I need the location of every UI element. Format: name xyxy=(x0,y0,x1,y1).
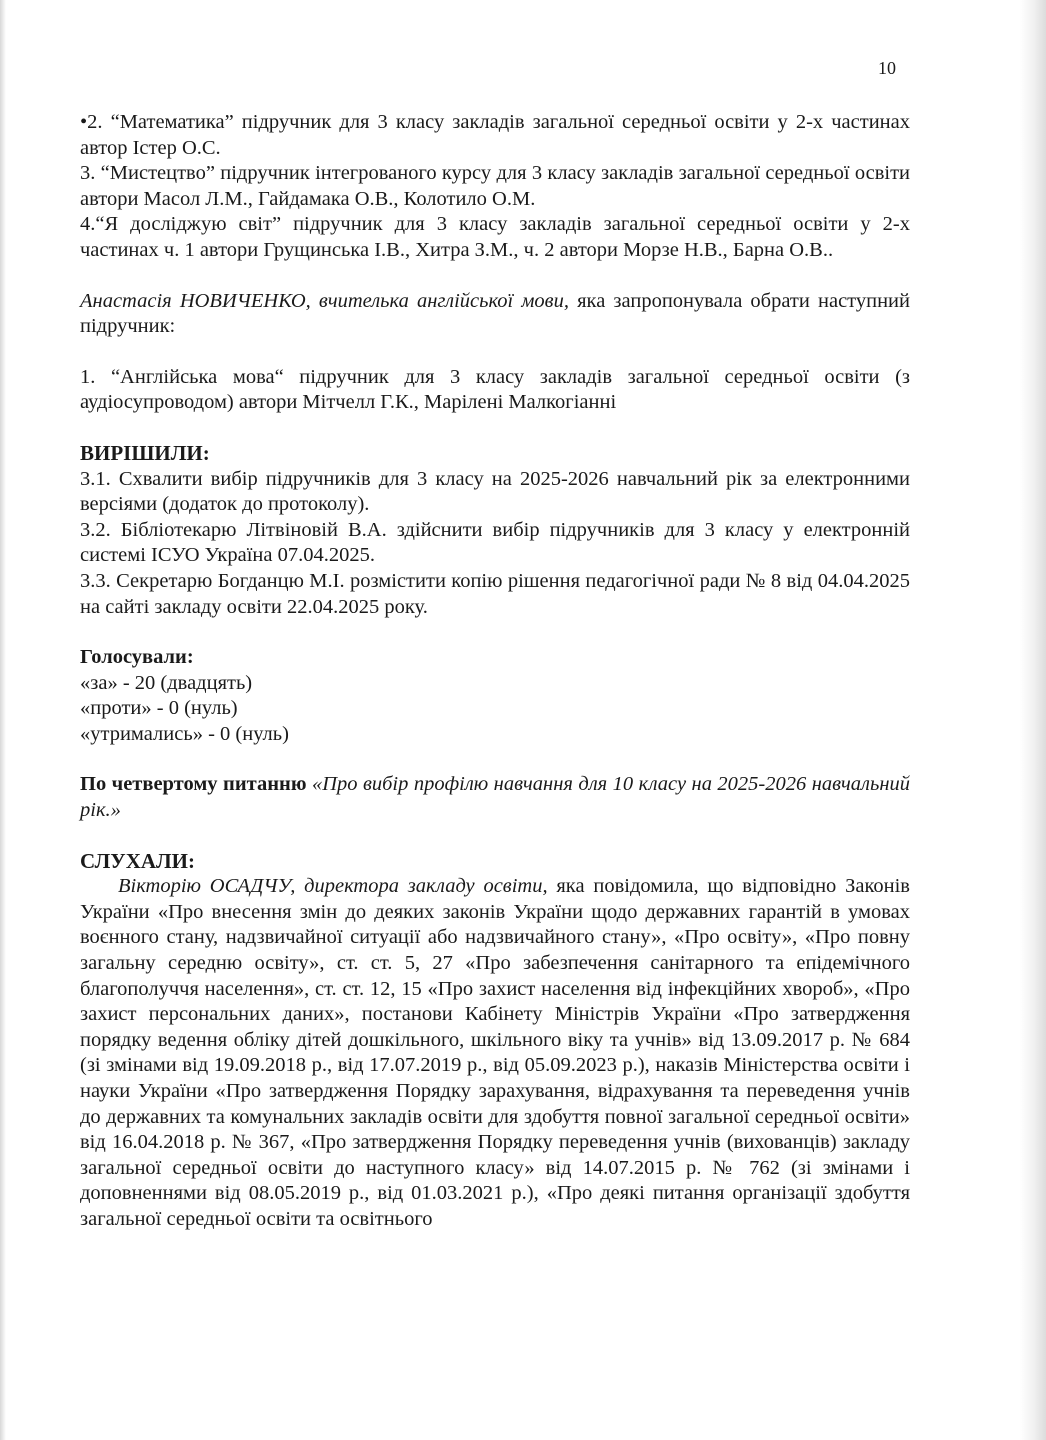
textbook-item-art: 3. “Мистецтво” підручник інтегрованого курсу для 3 класу закладів загальної середньої освіти автори Масол Л.М., Гайдамака О.В., Колотило О.М. xyxy=(80,162,910,210)
speaker-english-rest: яка запропонувала обрати наступний підручник: xyxy=(80,289,910,338)
resolved-item: 3.2. Бібліотекарю Літвіновій В.А. здійснити вибір підручників для 3 класу у електронній системі ІСУО Україна 07.04.2025. xyxy=(80,518,910,567)
speaker-english-name: Анастасія НОВИЧЕНКО, вчителька англійської мови, xyxy=(80,289,569,312)
listened-heading: СЛУХАЛИ: xyxy=(80,848,196,873)
vote-for: «за» - 20 (двадцять) xyxy=(80,671,253,694)
vote-against: «проти» - 0 (нуль) xyxy=(80,697,238,720)
scan-right-edge xyxy=(1020,0,1046,1440)
vote-abstained: «утримались» - 0 (нуль) xyxy=(80,722,289,745)
resolved-heading: ВИРІШИЛИ: xyxy=(80,440,210,465)
spacer xyxy=(80,747,910,772)
document-body xyxy=(80,110,910,1233)
spacer xyxy=(80,620,910,645)
listened-text: яка повідомила, що відповідно Законів України «Про внесення змін до деяких законів України щодо державних гарантій в умовах воєнного стану, надзвичайної ситуації або надзвичайного стану», «Про освіту», «Про повну загальну середню освіту», ст. ст. 5, 27 «Про забезпечення санітарного та епідемічного благополуччя населення», ст. ст. 12, 15 «Про захист населення від інфекційних хвороб», «Про захист персональних даних», постанови Кабінету Міністрів України «Про затвердження порядку ведення обліку дітей дошкільного, шкільного віку та учнів» від 13.09.2017 р. № 684 (зі змінами від 19.09.2018 р., від 17.07.2019 р., від 05.09.2023 р.), наказів Міністерства освіти і науки України «Про затвердження Порядку зарахування, відрахування та переведення учнів до державних та комунальних закладів освіти для здобуття повної загальної середньої освіти» від 16.04.2018 р. № 367, «Про затвердження Порядку переведення учнів (вихованців) закладу загальної середньої освіти до наступного класу» від 14.07.2015 р. № 762 (зі змінами і доповненнями від 08.05.2019 р., від 01.03.2021 р.), «Про деякі питання організації здобуття загальної середньої освіти та освітнього xyxy=(80,875,910,1230)
speaker-english-paragraph xyxy=(80,289,910,340)
fourth-question-label: По четвертому питанню xyxy=(80,773,307,796)
spacer xyxy=(80,340,910,365)
spacer xyxy=(80,416,910,441)
fourth-question xyxy=(80,772,910,823)
spacer xyxy=(80,824,910,849)
spacer xyxy=(80,264,910,289)
textbook-item-math: •2. “Математика” підручник для 3 класу закладів загальної середньої освіти у 2-х частинах автор Істер О.С. xyxy=(80,111,910,159)
voting-heading: Голосували: xyxy=(80,646,194,669)
resolved-item: 3.3. Секретарю Богданцю М.І. розмістити копію рішення педагогічної ради № 8 від 04.04.2025 на сайті закладу освіти 22.04.2025 року. xyxy=(80,569,910,618)
english-textbook: 1. “Англійська мова“ підручник для 3 класу закладів загальної середньої освіти (з аудіосупроводом) автори Мітчелл Г.К., Марілені Малкогіанні xyxy=(80,365,910,414)
textbook-item-world: 4.“Я досліджую світ” підручник для 3 класу закладів загальної середньої освіти у 2-х частинах ч. 1 автори Грущинська І.В., Хитра З.М., ч. 2 автори Морзе Н.В., Барна О.В.. xyxy=(80,213,910,261)
listened-paragraph xyxy=(80,874,910,1232)
page-number: 10 xyxy=(878,58,896,78)
listened-speaker: Вікторію ОСАДЧУ, директора закладу освіти, xyxy=(118,875,548,898)
fourth-question-title: «Про вибір профілю навчання для 10 класу на 2025-2026 навчальний рік.» xyxy=(80,773,910,822)
scan-left-edge xyxy=(0,0,6,1440)
resolved-item: 3.1. Схвалити вибір підручників для 3 класу на 2025-2026 навчальний рік за електронними версіями (додаток до протоколу). xyxy=(80,467,910,516)
